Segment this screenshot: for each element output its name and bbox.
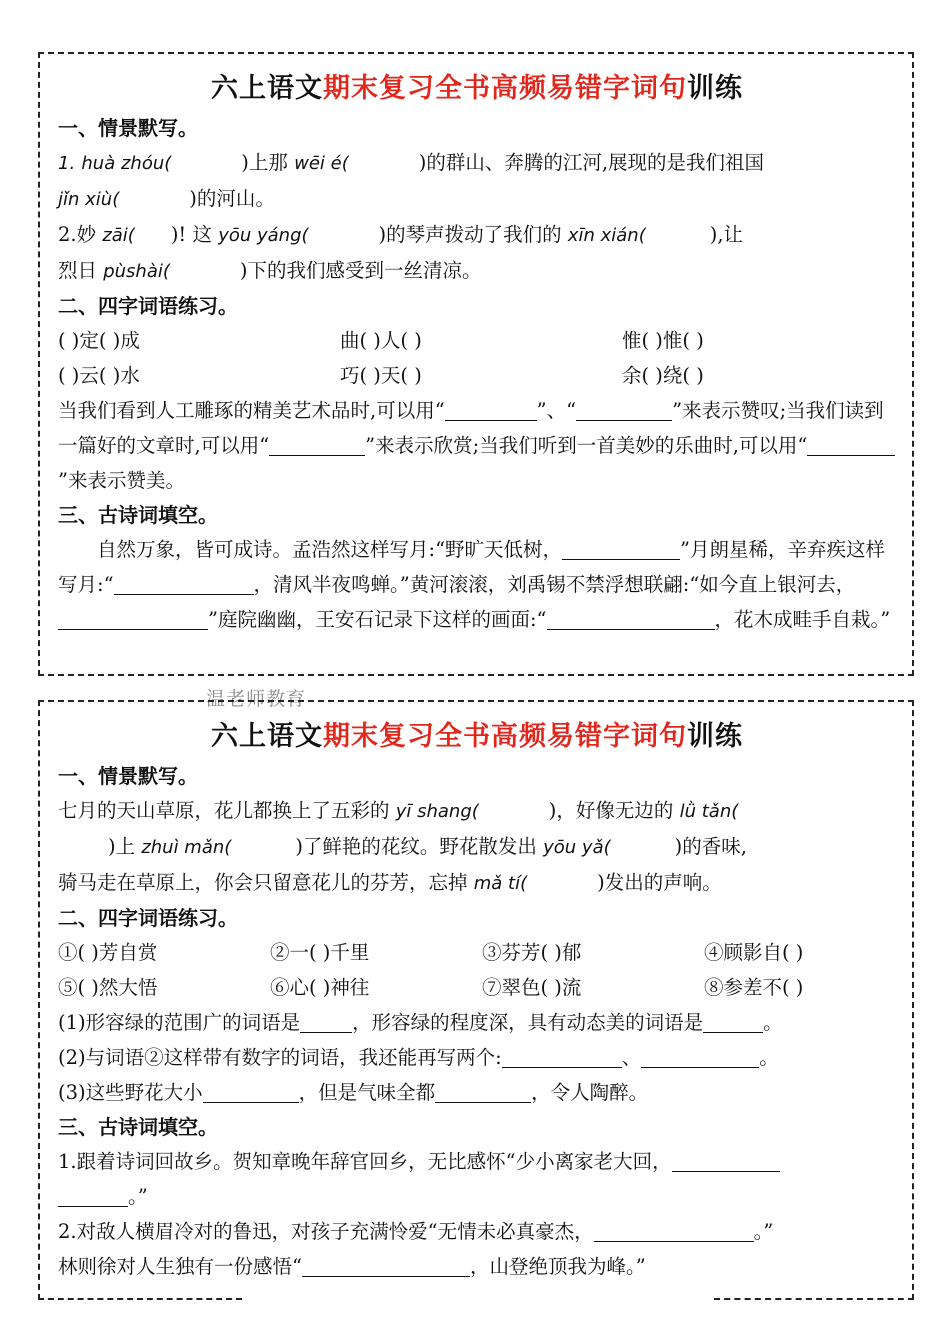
idiom-item[interactable]: ⑦翠色( )流 <box>482 976 582 999</box>
idiom-question-2: (2)与词语②这样带有数字的词语，我还能再写两个: 、 。 <box>58 1046 779 1069</box>
pinyin-prompt: yōu yáng <box>218 225 302 246</box>
pinyin-prompt: mǎ tí <box>473 873 521 894</box>
worksheet-card-2 <box>38 700 914 1300</box>
answer-blank[interactable] <box>300 1010 352 1033</box>
answer-blank[interactable] <box>269 433 365 456</box>
dictation-question-1: 1. huà zhóu( )上那 wēi é( )的群山、奔腾的江河,展现的是我们祖国 jǐn xiù( )的河山。 <box>58 151 765 210</box>
idiom-question-3: (3)这些野花大小 ，但是气味全都 ，令人陶醉。 <box>58 1081 649 1104</box>
answer-blank[interactable] <box>641 1045 759 1068</box>
bottom-border-right <box>714 1298 914 1300</box>
section-heading-dictation: 一、情景默写。 <box>58 116 198 140</box>
dictation-paragraph: 七月的天山草原，花儿都换上了五彩的 yī shang( )，好像无边的 lǜ tǎn( )上 zhuì mǎn( )了鲜艳的花纹。野花散发出 yōu yǎ( )的香味, 骑马走在草原上，你会只留意花儿的芬芳，忘掉 mǎ tí( )发出的声响。 <box>58 799 747 894</box>
section-heading-dictation: 一、情景默写。 <box>58 764 198 788</box>
pinyin-prompt: zāi <box>102 225 128 246</box>
pinyin-prompt: jǐn xiù <box>58 189 113 210</box>
idiom-item[interactable]: 巧( )天( ) <box>340 364 422 387</box>
idiom-grid <box>58 323 896 393</box>
section-heading-poetry: 三、古诗词填空。 <box>58 1115 218 1139</box>
answer-blank[interactable] <box>547 607 715 630</box>
idiom-item[interactable]: ⑤( )然大悟 <box>58 976 158 999</box>
answer-blank[interactable] <box>302 1254 470 1277</box>
answer-blank[interactable] <box>435 1080 531 1103</box>
answer-blank[interactable] <box>58 607 208 630</box>
poetry-question-2: 2.对敌人横眉冷对的鲁迅，对孩子充满怜爱“无情未必真豪杰， 。” 林则徐对人生独有一份感悟“ ，山登绝顶我为峰。” <box>58 1220 774 1278</box>
dictation-question-2: 2.妙 zāi( )! 这 yōu yáng( )的琴声拨动了我们的 xīn xián( ),让 烈日 pùshài( )下的我们感受到一丝清凉。 <box>58 223 744 282</box>
section-heading-idioms: 二、四字词语练习。 <box>58 294 238 318</box>
idiom-item[interactable]: ⑥心( )神往 <box>270 976 370 999</box>
answer-blank[interactable] <box>703 1010 763 1033</box>
answer-blank[interactable] <box>445 398 537 421</box>
answer-blank[interactable] <box>502 1045 622 1068</box>
idiom-item[interactable]: ②一( )千里 <box>270 941 370 964</box>
answer-blank[interactable] <box>562 537 680 560</box>
poetry-question-1: 1.跟着诗词回故乡。贺知章晚年辞官回乡，无比感怀“少小离家老大回， 。” <box>58 1144 896 1214</box>
pinyin-prompt: lǜ tǎn <box>679 801 732 822</box>
pinyin-prompt: wēi é <box>294 153 342 174</box>
idiom-item[interactable]: ( )定( )成 <box>58 329 140 352</box>
watermark: 温老师教育 <box>206 688 307 710</box>
answer-blank[interactable] <box>58 1184 128 1207</box>
pinyin-prompt: zhuì mǎn <box>141 837 225 858</box>
idiom-item[interactable]: ⑧参差不( ) <box>704 976 804 999</box>
poetry-fill-paragraph: 自然万象，皆可成诗。孟浩然这样写月:“野旷天低树， ”月朗星稀，辛弃疾这样写月:“ ，清风半夜鸣蝉。”黄河滚滚，刘禹锡不禁浮想联翩:“如今直上银河去，”庭院幽幽，王安石记录下这样的画面:“ ，花木成畦手自栽。” <box>58 538 891 631</box>
worksheet-card-1 <box>38 52 914 676</box>
idiom-item[interactable]: ④顾影自( ) <box>704 941 804 964</box>
idiom-item[interactable]: 惟( )惟( ) <box>622 329 704 352</box>
idiom-item[interactable]: 余( )绕( ) <box>622 364 704 387</box>
idiom-item[interactable]: ①( )芳自赏 <box>58 941 158 964</box>
worksheet-title: 六上语文期末复习全书高频易错字词句训练 <box>211 73 743 104</box>
pinyin-prompt: yī shang <box>395 801 472 822</box>
pinyin-prompt: yōu yǎ <box>543 837 604 858</box>
pinyin-prompt: pùshài <box>103 261 163 282</box>
idiom-item[interactable]: 曲( )人( ) <box>340 329 422 352</box>
idiom-item[interactable]: ③芬芳( )郁 <box>482 941 582 964</box>
answer-blank[interactable] <box>203 1080 299 1103</box>
answer-blank[interactable] <box>672 1149 780 1172</box>
idiom-item[interactable]: ( )云( )水 <box>58 364 140 387</box>
answer-blank[interactable] <box>807 433 895 456</box>
idiom-usage-question: 当我们看到人工雕琢的精美艺术品时,可以用“ ”、“ ”来表示赞叹;当我们读到一篇好的文章时,可以用“ ”来表示欣赏;当我们听到一首美妙的乐曲时,可以用“”来表示赞美。 <box>58 393 896 498</box>
idiom-question-1: (1)形容绿的范围广的词语是 ，形容绿的程度深，具有动态美的词语是 。 <box>58 1011 783 1034</box>
bottom-border-left <box>38 1298 242 1300</box>
answer-blank[interactable] <box>576 398 672 421</box>
worksheet-title: 六上语文期末复习全书高频易错字词句训练 <box>211 721 743 752</box>
pinyin-prompt: xīn xián <box>567 225 639 246</box>
section-heading-poetry: 三、古诗词填空。 <box>58 503 218 527</box>
answer-blank[interactable] <box>114 572 254 595</box>
pinyin-prompt: huà zhóu <box>81 153 165 174</box>
answer-blank[interactable] <box>594 1219 754 1242</box>
section-heading-idioms: 二、四字词语练习。 <box>58 906 238 930</box>
idiom-grid <box>58 935 896 1005</box>
